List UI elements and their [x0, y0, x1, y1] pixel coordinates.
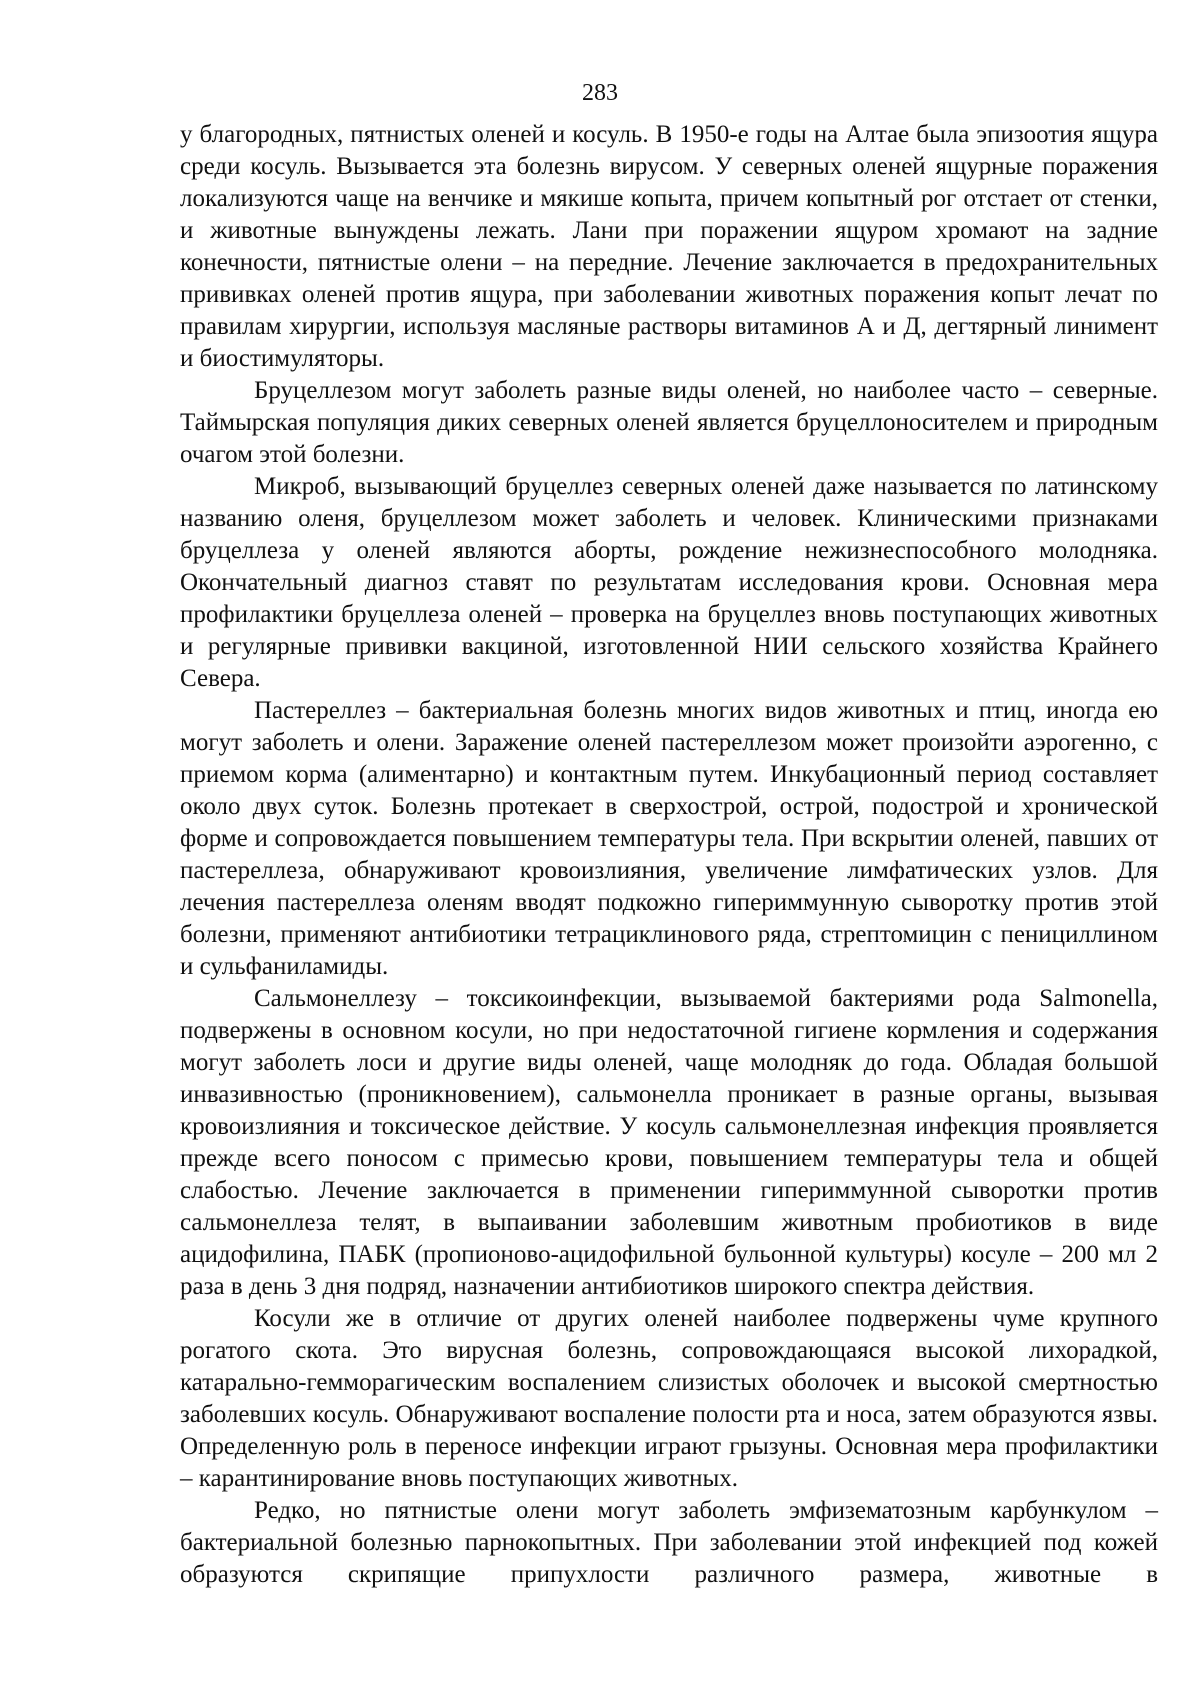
page-number: 283 — [582, 80, 618, 106]
paragraph-blackleg: Редко, но пятнистые олени могут заболеть эмфизематозным карбункулом – бактериальной болезнью парнокопытных. При заболевании этой инфекцией под кожей образуются скрипящие припухлости различного размера, животные в — [180, 1497, 1158, 1588]
paragraph-salmonellosis: Сальмонеллезу – токсикоинфекции, вызываемой бактериями рода Salmonella, подвержены в основном косули, но при недостаточной гигиене кормления и содержания могут заболеть лоси и другие виды оленей, чаще молодняк до года. Обладая большой инвазивностью (проникновением), сальмонелла проникает в разные органы, вызывая кровоизлияния и токсическое действие. У косуль сальмонеллезная инфекция проявляется прежде всего поносом с примесью крови, повышением температуры тела и общей слабостью. Лечение заключается в применении гипериммунной сыворотки против сальмонеллеза телят, в выпаивании заболевшим животным пробиотиков в виде ацидофилина, ПАБК (пропионово-ацидофильной бульонной культуры) косуле – 200 мл 2 раза в день 3 дня подряд, назначении антибиотиков широкого спектра действия. — [180, 985, 1158, 1300]
paragraph-pasteurellosis: Пастереллез – бактериальная болезнь многих видов животных и птиц, иногда ею могут заболеть и олени. Заражение оленей пастереллезом может произойти аэрогенно, с приемом корма (алиментарно) и контактным путем. Инкубационный период составляет около двух суток. Болезнь протекает в сверхострой, острой, подострой и хронической форме и сопровождается повышением температуры тела. При вскрытии оленей, павших от пастереллеза, обнаруживают кровоизлияния, увеличение лимфатических узлов. Для лечения пастереллеза оленям вводят подкожно гипериммунную сыворотку против этой болезни, применяют антибиотики тетрациклинового ряда, стрептомицин с пенициллином и сульфаниламиды. — [180, 697, 1158, 980]
paragraph-rinderpest: Косули же в отличие от других оленей наиболее подвержены чуме крупного рогатого скота. Это вирусная болезнь, сопровождающаяся высокой лихорадкой, катарально-гемморагическим воспалением слизистых оболочек и высокой смертностью заболевших косуль. Обнаруживают воспаление полости рта и носа, затем образуются язвы. Определенную роль в переносе инфекции играют грызуны. Основная мера профилактики – карантинирование вновь поступающих животных. — [180, 1305, 1158, 1492]
paragraph-brucellosis-intro: Бруцеллезом могут заболеть разные виды оленей, но наиболее часто – северные. Таймырская популяция диких северных оленей является бруцеллоносителем и природным очагом этой болезни. — [180, 377, 1158, 468]
page-body — [180, 119, 1158, 1591]
paragraph-brucellosis-details: Микроб, вызывающий бруцеллез северных оленей даже называется по латинскому названию оленя, бруцеллезом может заболеть и человек. Клиническими признаками бруцеллеза у оленей являются аборты, рождение нежизнеспособного молодняка. Окончательный диагноз ставят по результатам исследования крови. Основная мера профилактики бруцеллеза оленей – проверка на бруцеллез вновь поступающих животных и регулярные прививки вакциной, изготовленной НИИ сельского хозяйства Крайнего Севера. — [180, 473, 1158, 692]
paragraph-continuation: у благородных, пятнистых оленей и косуль. В 1950-е годы на Алтае была эпизоотия ящура среди косуль. Вызывается эта болезнь вирусом. У северных оленей ящурные поражения локализуются чаще на венчике и мякише копыта, причем копытный рог отстает от стенки, и животные вынуждены лежать. Лани при поражении ящуром хромают на задние конечности, пятнистые олени – на передние. Лечение заключается в предохранительных прививках оленей против ящура, при заболевании животных поражения копыт лечат по правилам хирургии, используя масляные растворы витаминов А и Д, дегтярный линимент и биостимуляторы. — [180, 121, 1158, 372]
